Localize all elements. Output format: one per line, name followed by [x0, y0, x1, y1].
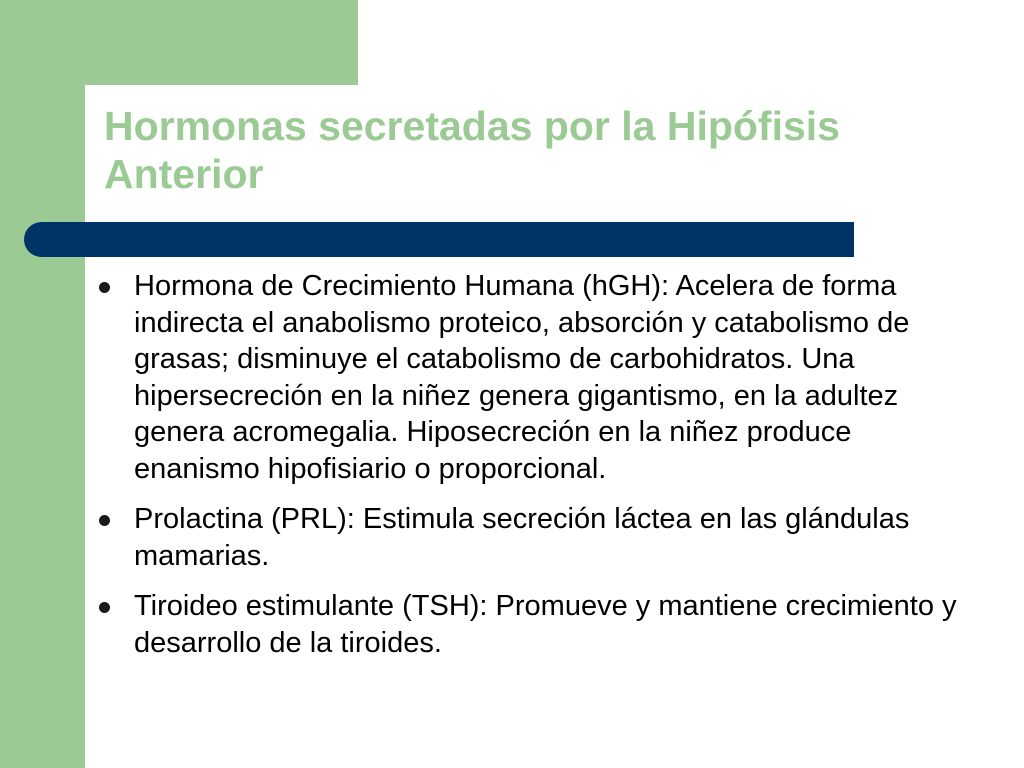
- bullet-dot-icon: [99, 282, 110, 293]
- decorative-green-band: [0, 0, 85, 768]
- decorative-green-top-block: [0, 0, 358, 85]
- bullet-list: [95, 268, 975, 675]
- bullet-text: Prolactina (PRL): Estimula secreción láctea en las glándulas mamarias.: [134, 503, 910, 572]
- bullet-item: [95, 588, 975, 661]
- bullet-item: [95, 268, 975, 487]
- slide-title: Hormonas secretadas por la Hipófisis Anterior: [104, 103, 840, 197]
- decorative-title-bar: [24, 222, 854, 257]
- bullet-text: Tiroideo estimulante (TSH): Promueve y mantiene crecimiento y desarrollo de la tiroides.: [134, 590, 957, 659]
- bullet-dot-icon: [99, 515, 110, 526]
- bullet-text: Hormona de Crecimiento Humana (hGH): Acelera de forma indirecta el anabolismo proteico, absorción y catabolismo de grasas; disminuye el catabolismo de carbohidratos. Una hipersecreción en la niñez genera gigantismo, en la adultez genera acromegalia. Hiposecreción en la niñez produce enanismo hipofisiario o proporcional.: [134, 270, 910, 485]
- bullet-item: [95, 501, 975, 574]
- bullet-dot-icon: [99, 602, 110, 613]
